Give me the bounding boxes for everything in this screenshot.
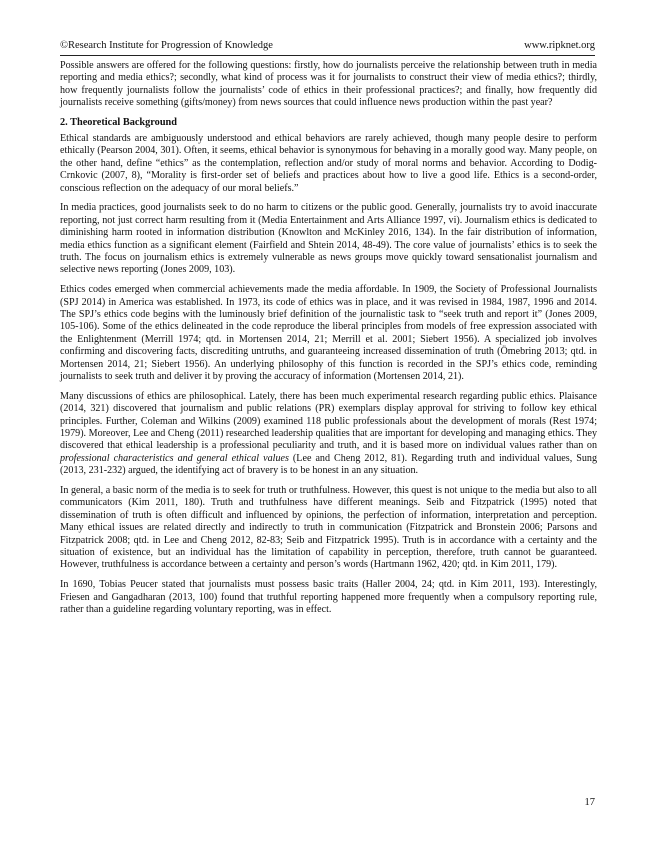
section-heading: 2. Theoretical Background xyxy=(60,117,177,129)
header-publisher: ©Research Institute for Progression of Knowledge xyxy=(60,40,273,51)
paragraph-text: Many discussions of ethics are philosophical. Lately, there has been much experimental research regarding public ethics. Plaisance (2014, 321) discovered that journalism and public relations (PR) exemplars display approval for striving to follow key ethical principles. Further, Coleman and Wilkins (2009) examined 118 public professionals about the development of morals (Rest 1974; 1979). Moreover, Lee and Cheng (2011) researched leadership qualities that are important for developing and managing ethics. They discovered that ethical leadership is a professional peculiarity and truth, and it is based more on individual values rather than on xyxy=(60,390,597,452)
paragraph-ethical-standards: Ethical standards are ambiguously understood and ethical behaviors are rarely achieved, though many people desire to perform ethically (Pearson 2004, 301). Often, it seems, ethical behavior is synonymous for behaving in a morally good way. Many people, on the other hand, define “ethics” as the contemplation, reflection and/or study of moral norms and behavior. According to Dodig-Crnkovic (2007, 8), “Morality is first-order set of beliefs and practices about how to live a good life. Ethics is a second-order, conscious reflection on the adequacy of our moral beliefs.” xyxy=(60,132,597,194)
header-rule xyxy=(60,55,595,56)
paragraph-research-questions: Possible answers are offered for the following questions: firstly, how do journalists perceive the relationship between truth in media reporting and media ethics?; secondly, what kind of process was it for journalists to construct their view of media ethics?; thirdly, how frequently journalists follow the journalists’ code of ethics in their professional practices?; and finally, how frequently did journalists receive something (gifts/money) from news sources that could influence news production within the past year? xyxy=(60,60,597,109)
page-number: 17 xyxy=(584,797,595,808)
header-website: www.ripknet.org xyxy=(524,40,595,51)
italic-phrase: professional characteristics and general ethical values xyxy=(60,452,289,464)
page-header xyxy=(60,40,595,54)
paragraph-text: (Lee and Cheng 2012, 81). Regarding truth and individual values, Sung (2013, 231-232) argued, the identifying act of bravery is to be honest in an any situation. xyxy=(60,452,598,477)
paragraph-peucer: In 1690, Tobias Peucer stated that journalists must possess basic traits (Haller 2004, 24; qtd. in Kim 2011, 193). Interestingly, Friesen and Gangadharan (2013, 100) found that truthful reporting happened more frequently when a compulsory reporting rule, rather than a guideline regarding voluntary reporting, was in effect. xyxy=(60,579,597,616)
paragraph-media-practices: In media practices, good journalists seek to do no harm to citizens or the public good. Generally, journalists try to avoid inaccurate reporting, not just correct harm resulting from it (Media Entertainment and Arts Alliance 1997, vi). Journalism ethics is dedicated to diminishing harm rooted in information distribution (Knowlton and McKinley 2016, 134). In the fair distribution of information, media ethics function as a significant element (Fairfield and Shtein 2014, 48-49). The core value of journalists’ ethics is to seek the truth. The focus on journalism ethics is extremely vulnerable as news groups move quickly toward sensationalist journalism and selective news reporting (Jones 2009, 103). xyxy=(60,202,597,276)
paragraph-ethics-codes: Ethics codes emerged when commercial achievements made the media affordable. In 1909, the Society of Professional Journalists (SPJ 2014) in America was established. In 1973, its code of ethics was in place, and it was revised in 1984, 1987, 1996 and 2014. The SPJ’s ethics code begins with the luminously brief definition of the journalistic task to “seek truth and report it” (Jones 2009, 105-106). Some of the ethics delineated in the code reproduce the liberal principles from models of free expression associated with the Enlightenment (Merrill 1974; qtd. in Mortensen 2014, 21; Merrill et al. 2001; Siebert 1956). A specialized job involves confirming and discovering facts, discrediting untruths, and guaranteeing increased dissemination of truth (Ömebring 2013; qtd. in Mortensen 2014, 21; Siebert 1956). An underlying philosophy of this function is recorded in the SPJ’s ethics code, reminding journalists to seek truth and deliver it by proving the accuracy of information (Mortensen 2014, 21). xyxy=(60,284,597,383)
article-body xyxy=(60,60,597,624)
paragraph-philosophical-discussions xyxy=(60,391,597,478)
paragraph-truthfulness: In general, a basic norm of the media is to seek for truth or truthfulness. However, this quest is not unique to the media but also to all communicators (Kim 2011, 180). Truth and truthfulness have different meanings. Seib and Fitzpatrick (1995) noted that dissemination of truth is often difficult and influenced by opinions, the perfection of information, interpretation and perception. Many ethical issues are related directly and indirectly to truth in communication (Fitzpatrick and Bronstein 2006; Parsons and Fitzpatrick 2008; qtd. in Lee and Cheng 2012, 82-83; Seib and Fitzpatrick 1995). Truth is in accordance with a certainty and the situation of existence, but an individual has the limitation of capability in perception, therefore, truth cannot be guaranteed. However, truthfulness is accordance between a certainty and person’s words (Hartmann 1962, 420; qtd. in Kim 2011, 179). xyxy=(60,485,597,571)
